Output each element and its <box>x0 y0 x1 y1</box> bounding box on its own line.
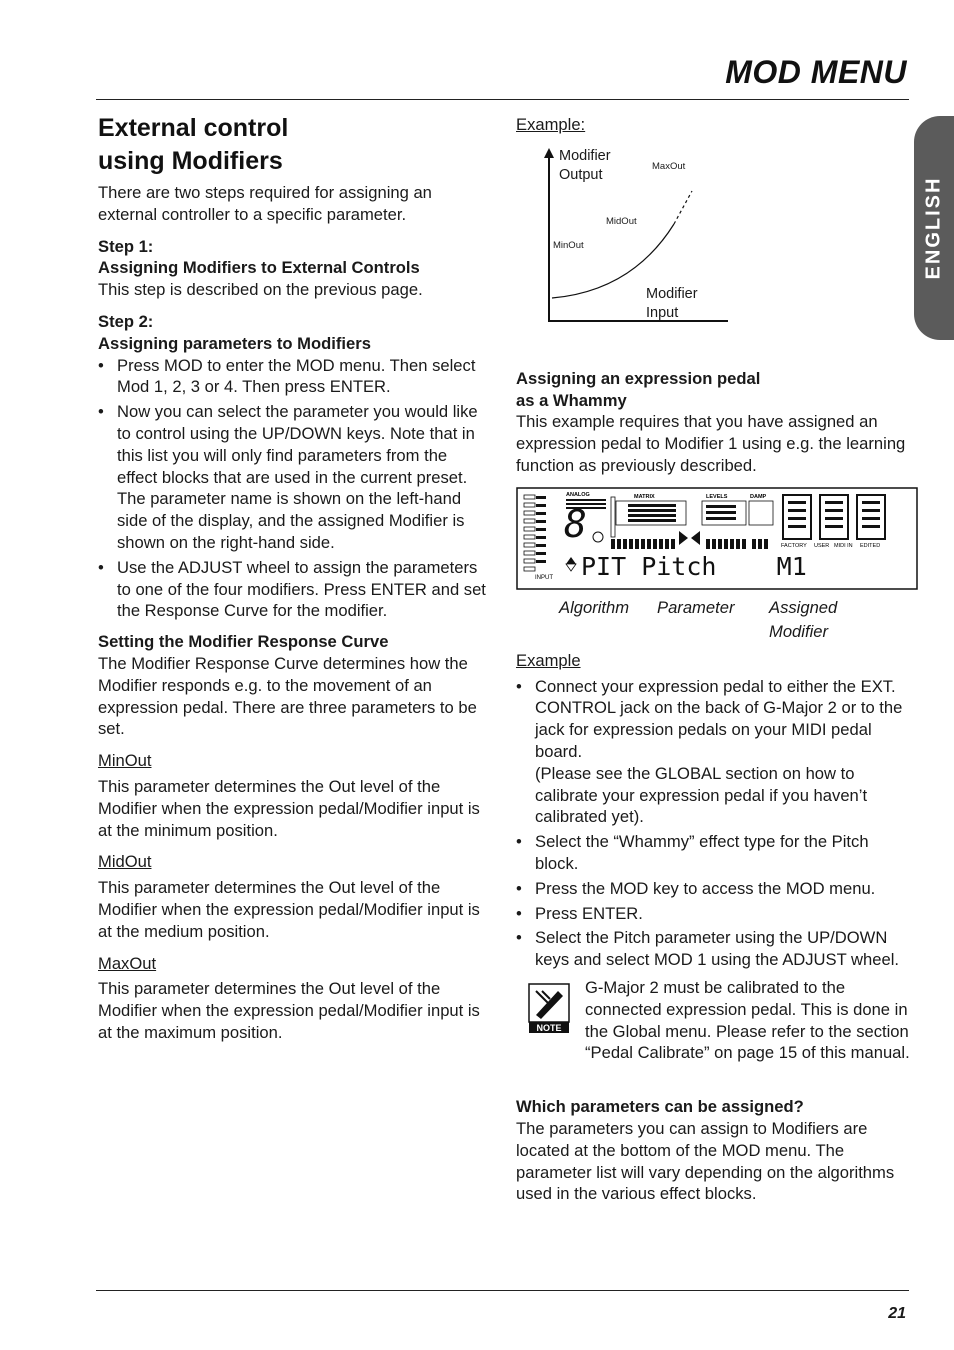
note-text: G-Major 2 must be calibrated to the connected expression pedal. This is done in the Global menu. Please refer to the section “Pedal Calibrate” on page 15 of this manual. <box>585 977 910 1063</box>
which-text: The parameters you can assign to Modifiers are located at the bottom of the MOD menu. The parameter list will vary depending on the algorithms used in the various effect blocks. <box>516 1118 895 1204</box>
example2-label: Example <box>516 650 581 670</box>
list-item: • Now you can select the parameter you would like to control using the UP/DOWN keys. Note that in this list you will only find parameters from the effect blocks that are used in the current preset. The parameter name is shown on the left-hand side of the display, and the assigned Modifier is shown on the right-hand side. <box>98 401 490 554</box>
language-tab <box>914 116 954 340</box>
graph-midout-label: MidOut <box>606 215 637 227</box>
lcd-damp-label: DAMP <box>750 493 767 500</box>
lcd-midi-in-label: MIDI IN <box>834 542 853 549</box>
curve-text: The Modifier Response Curve determines how the Modifier responds e.g. to the movement of an expression pedal. There are three parameters to be set. <box>98 653 477 739</box>
maxout-title: MaxOut <box>98 953 157 973</box>
step1-subtitle: Assigning Modifiers to External Controls <box>98 258 420 278</box>
lcd-main-text: PIT Pitch M1 <box>581 551 807 581</box>
lcd-levels-label: LEVELS <box>706 493 728 500</box>
list-item: • Select the Pitch parameter using the UP/DOWN keys and select MOD 1 using the ADJUST wheel. <box>516 927 910 971</box>
intro-text: There are two steps required for assigning an external controller to a specific parameter. <box>98 183 432 224</box>
graph-y-label: Modifier Output <box>559 147 611 183</box>
curve-title: Setting the Modifier Response Curve <box>98 632 389 652</box>
caption-algorithm: Algorithm <box>559 597 630 617</box>
footer-rule <box>96 1290 909 1291</box>
list-item: • Press ENTER. <box>516 903 910 925</box>
caption-modifier: Modifier <box>769 621 829 641</box>
step1-title: Step 1: <box>98 236 154 256</box>
step1-text: This step is described on the previous page. <box>98 280 423 300</box>
lcd-input-label: INPUT <box>535 574 553 581</box>
lcd-edited-label: EDITED <box>860 542 881 549</box>
example-label: Example: <box>516 115 586 134</box>
lcd-factory-label: FACTORY <box>781 542 807 549</box>
which-title: Which parameters can be assigned? <box>516 1097 804 1117</box>
list-item: • Press the MOD key to access the MOD menu. <box>516 878 910 900</box>
lcd-matrix-label: MATRIX <box>634 493 655 500</box>
note-icon-label: NOTE <box>536 1022 562 1033</box>
minout-title: MinOut <box>98 751 152 771</box>
list-item: • Press MOD to enter the MOD menu. Then select Mod 1, 2, 3 or 4. Then press ENTER. <box>98 355 490 399</box>
lcd-display-svg <box>516 487 918 590</box>
note-box <box>516 977 910 1064</box>
lcd-captions <box>516 596 910 646</box>
example-bullet-list <box>516 676 910 971</box>
whammy-title: Assigning an expression pedal as a Whammy <box>516 368 761 410</box>
step2-bullet-list <box>98 355 490 623</box>
maxout-text: This parameter determines the Out level of the Modifier when the expression pedal/Modifier input is at the maximum position. <box>98 979 480 1042</box>
response-curve-graph <box>542 146 742 346</box>
lcd-digit: 8 <box>564 501 587 546</box>
page-number: 21 <box>888 1305 906 1322</box>
header-rule <box>96 99 909 100</box>
caption-parameter: Parameter <box>657 597 735 617</box>
list-item: • Select the “Whammy” effect type for the Pitch block. <box>516 831 910 875</box>
lcd-analog-label: ANALOG <box>566 491 590 498</box>
note-icon <box>528 983 570 1033</box>
minout-text: This parameter determines the Out level of the Modifier when the expression pedal/Modifier input is at the minimum position. <box>98 776 480 840</box>
whammy-text: This example requires that you have assigned an expression pedal to Modifier 1 using e.g. the learning function as previously described. <box>516 412 906 475</box>
graph-x-label: Modifier Input <box>646 285 698 321</box>
step2-subtitle: Assigning parameters to Modifiers <box>98 333 371 353</box>
step2-title: Step 2: <box>98 311 154 331</box>
midout-text: This parameter determines the Out level of the Modifier when the expression pedal/Modifier input is at the medium position. <box>98 878 480 941</box>
graph-maxout-label: MaxOut <box>652 160 686 172</box>
page-header-title: MOD MENU <box>725 54 907 90</box>
midout-title: MidOut <box>98 852 152 872</box>
list-item: • Connect your expression pedal to either the EXT. CONTROL jack on the back of G-Major 2 or to the jack for expression pedals on your MIDI pedal board. (Please see the GLOBAL section on how to calibrate your expression pedal if you haven’t calibrated yet). <box>516 676 910 829</box>
left-column <box>98 112 490 1044</box>
lcd-user-label: USER <box>814 542 830 549</box>
graph-minout-label: MinOut <box>553 239 584 251</box>
right-column <box>516 114 910 1205</box>
section-heading: External control using Modifiers <box>98 114 289 175</box>
language-tab-label: ENGLISH <box>922 176 945 280</box>
caption-assigned: Assigned <box>769 597 838 617</box>
list-item: • Use the ADJUST wheel to assign the parameters to one of the four modifiers. Press ENTER and set the Response Curve for the modifier. <box>98 557 490 622</box>
lcd-display <box>516 487 918 590</box>
